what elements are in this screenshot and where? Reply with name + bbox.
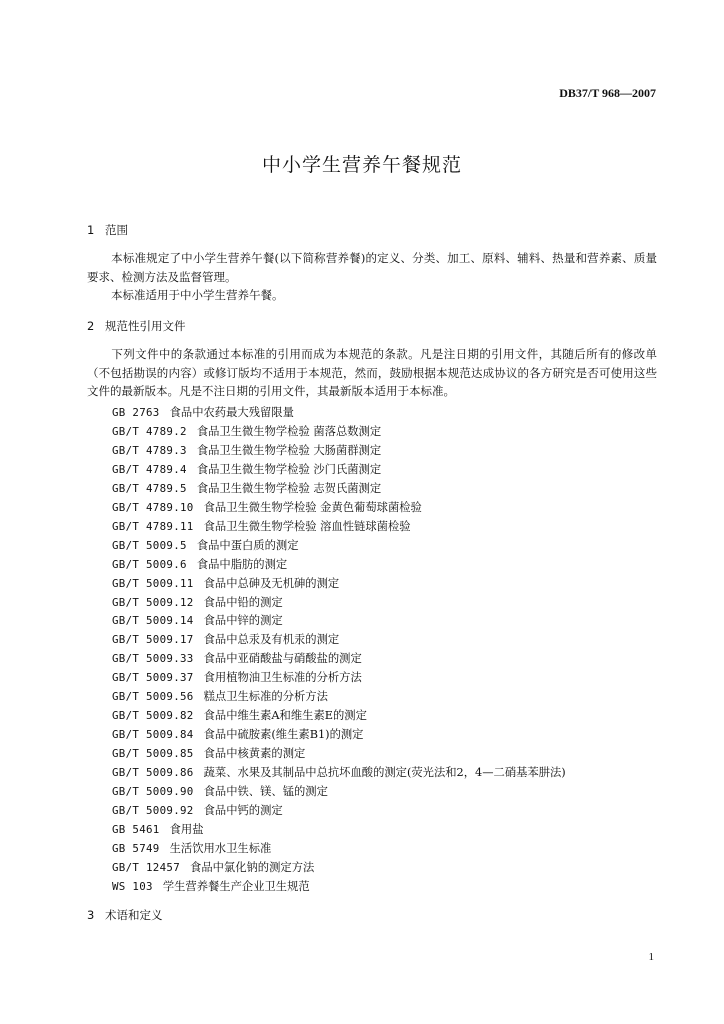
reference-code: GB/T 4789.2 bbox=[112, 424, 187, 438]
reference-code: WS 103 bbox=[112, 879, 153, 893]
reference-item bbox=[112, 669, 566, 688]
reference-code: GB/T 5009.17 bbox=[112, 633, 194, 647]
reference-title: 食品中铁、镁、锰的测定 bbox=[203, 785, 328, 799]
reference-item bbox=[112, 594, 566, 613]
reference-item bbox=[112, 840, 566, 859]
reference-title: 生活饮用水卫生标准 bbox=[169, 841, 272, 855]
reference-item bbox=[112, 518, 566, 537]
reference-code: GB/T 4789.3 bbox=[112, 443, 187, 457]
reference-item bbox=[112, 859, 566, 878]
reference-title: 糕点卫生标准的分析方法 bbox=[203, 690, 328, 704]
reference-item bbox=[112, 802, 566, 821]
reference-title: 食品卫生微生物学检验 大肠菌群测定 bbox=[196, 443, 382, 457]
reference-item bbox=[112, 480, 566, 499]
section-number: 3 bbox=[87, 908, 95, 922]
section-1-heading bbox=[87, 222, 128, 238]
section-title: 范围 bbox=[105, 223, 128, 237]
reference-title: 学生营养餐生产企业卫生规范 bbox=[162, 879, 310, 893]
reference-title: 食品中脂肪的测定 bbox=[196, 557, 288, 571]
reference-title: 食品卫生微生物学检验 菌落总数测定 bbox=[196, 424, 382, 438]
reference-code: GB/T 5009.5 bbox=[112, 538, 187, 552]
reference-code: GB/T 5009.33 bbox=[112, 652, 194, 666]
reference-item bbox=[112, 537, 566, 556]
reference-item bbox=[112, 726, 566, 745]
reference-code: GB/T 5009.82 bbox=[112, 709, 194, 723]
reference-code: GB/T 4789.11 bbox=[112, 519, 194, 533]
page-number: 1 bbox=[648, 951, 654, 963]
reference-item bbox=[112, 764, 566, 783]
reference-item bbox=[112, 423, 566, 442]
section-3-heading bbox=[87, 907, 163, 923]
reference-code: GB/T 5009.85 bbox=[112, 747, 194, 761]
section-number: 2 bbox=[87, 319, 95, 333]
reference-code: GB/T 4789.5 bbox=[112, 481, 187, 495]
reference-code: GB/T 12457 bbox=[112, 860, 181, 874]
reference-item bbox=[112, 745, 566, 764]
reference-code: GB/T 5009.90 bbox=[112, 785, 194, 799]
section-2-paragraph-1: 下列文件中的条款通过本标准的引用而成为本规范的条款。凡是注日期的引用文件，其随后所有的修改单（不包括勘误的内容）或修订版均不适用于本规范，然而，鼓励根据本规范达成协议的各方研究是否可使用这些文件的最新版本。凡是不注日期的引用文件，其最新版本适用于本标准。 bbox=[87, 347, 657, 398]
document-title: 中小学生营养午餐规范 bbox=[261, 154, 462, 176]
reference-item bbox=[112, 783, 566, 802]
reference-item bbox=[112, 404, 566, 423]
reference-code: GB 5461 bbox=[112, 822, 160, 836]
section-1-paragraph-2: 本标准适用于中小学生营养午餐。 bbox=[111, 288, 284, 302]
reference-title: 蔬菜、水果及其制品中总抗坏血酸的测定(荧光法和2，4—二硝基苯肼法) bbox=[203, 766, 566, 780]
reference-code: GB/T 5009.86 bbox=[112, 766, 194, 780]
reference-title: 食品中钙的测定 bbox=[203, 804, 283, 818]
reference-code: GB/T 5009.14 bbox=[112, 614, 194, 628]
section-1-paragraph-1: 本标准规定了中小学生营养午餐(以下简称营养餐)的定义、分类、加工、原料、辅料、热量和营养素、质量要求、检测方法及监督管理。 bbox=[87, 251, 657, 284]
reference-title: 食用植物油卫生标准的分析方法 bbox=[203, 671, 362, 685]
reference-item bbox=[112, 650, 566, 669]
reference-item bbox=[112, 707, 566, 726]
reference-title: 食用盐 bbox=[169, 822, 204, 836]
reference-item bbox=[112, 612, 566, 631]
standard-code: DB37/T 968—2007 bbox=[559, 86, 656, 100]
reference-item bbox=[112, 575, 566, 594]
reference-item bbox=[112, 499, 566, 518]
reference-code: GB/T 5009.11 bbox=[112, 576, 194, 590]
reference-item bbox=[112, 442, 566, 461]
reference-item bbox=[112, 688, 566, 707]
reference-item bbox=[112, 821, 566, 840]
reference-title: 食品中锌的测定 bbox=[203, 614, 283, 628]
section-title: 术语和定义 bbox=[105, 908, 163, 922]
reference-code: GB/T 5009.12 bbox=[112, 595, 194, 609]
reference-title: 食品中核黄素的测定 bbox=[203, 747, 306, 761]
reference-code: GB 5749 bbox=[112, 841, 160, 855]
reference-item bbox=[112, 461, 566, 480]
reference-title: 食品卫生微生物学检验 沙门氏菌测定 bbox=[196, 462, 382, 476]
reference-title: 食品中氯化钠的测定方法 bbox=[190, 860, 315, 874]
reference-title: 食品中总砷及无机砷的测定 bbox=[203, 576, 340, 590]
reference-code: GB/T 5009.56 bbox=[112, 690, 194, 704]
reference-title: 食品中总汞及有机汞的测定 bbox=[203, 633, 340, 647]
reference-title: 食品中农药最大残留限量 bbox=[169, 406, 294, 419]
reference-code: GB/T 5009.84 bbox=[112, 728, 194, 742]
reference-item bbox=[112, 631, 566, 650]
reference-code: GB/T 5009.37 bbox=[112, 671, 194, 685]
reference-title: 食品中蛋白质的测定 bbox=[196, 538, 299, 552]
reference-item bbox=[112, 878, 566, 897]
reference-title: 食品卫生微生物学检验 金黄色葡萄球菌检验 bbox=[203, 500, 422, 514]
section-title: 规范性引用文件 bbox=[105, 319, 186, 333]
section-2-heading bbox=[87, 318, 186, 334]
reference-title: 食品中亚硝酸盐与硝酸盐的测定 bbox=[203, 652, 362, 666]
reference-code: GB 2763 bbox=[112, 406, 160, 419]
normative-references-list bbox=[112, 404, 566, 897]
section-number: 1 bbox=[87, 223, 95, 237]
reference-title: 食品中铅的测定 bbox=[203, 595, 283, 609]
reference-code: GB/T 5009.6 bbox=[112, 557, 187, 571]
reference-title: 食品卫生微生物学检验 溶血性链球菌检验 bbox=[203, 519, 411, 533]
reference-code: GB/T 5009.92 bbox=[112, 804, 194, 818]
reference-title: 食品中硫胺素(维生素B1)的测定 bbox=[203, 728, 364, 742]
reference-item bbox=[112, 556, 566, 575]
reference-title: 食品中维生素A和维生素E的测定 bbox=[203, 709, 367, 723]
reference-code: GB/T 4789.10 bbox=[112, 500, 194, 514]
reference-title: 食品卫生微生物学检验 志贺氏菌测定 bbox=[196, 481, 382, 495]
reference-code: GB/T 4789.4 bbox=[112, 462, 187, 476]
